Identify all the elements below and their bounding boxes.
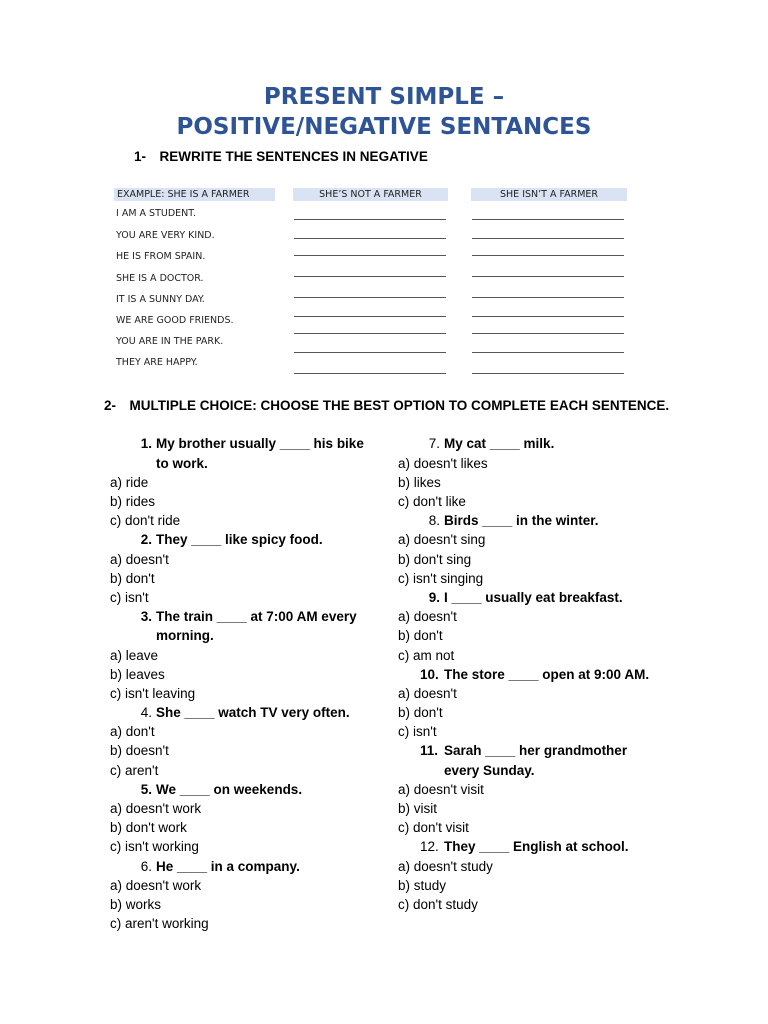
option-a[interactable]: a) don't <box>110 724 155 739</box>
question-text: They ____ like spicy food. <box>156 532 323 547</box>
option-a[interactable]: a) ride <box>110 475 149 490</box>
option-a[interactable]: a) doesn't sing <box>398 532 486 547</box>
page-title-line-2: POSITIVE/NEGATIVE SENTANCES <box>176 114 592 140</box>
option-a[interactable]: a) doesn't work <box>110 801 202 816</box>
option-a[interactable]: a) doesn't <box>110 552 169 567</box>
answer-line[interactable] <box>294 255 446 256</box>
answer-line[interactable] <box>472 255 624 256</box>
question-number: 10. <box>420 667 439 682</box>
question-text: Birds ____ in the winter. <box>444 513 599 528</box>
answer-line[interactable] <box>472 219 624 220</box>
question-text: My brother usually ____ his bike <box>156 436 364 451</box>
answer-line[interactable] <box>294 333 446 334</box>
question-number: 12. <box>420 839 439 854</box>
option-b[interactable]: b) doesn't <box>110 743 169 758</box>
option-c[interactable]: c) am not <box>398 648 455 663</box>
section-1-title: REWRITE THE SENTENCES IN NEGATIVE <box>159 149 428 164</box>
option-c[interactable]: c) isn't leaving <box>110 686 196 701</box>
section-2-number: 2- <box>104 398 117 413</box>
question-number: 3. <box>140 609 152 624</box>
sentence-7: YOU ARE IN THE PARK. <box>116 336 224 347</box>
question-text: The train ____ at 7:00 AM every <box>156 609 357 624</box>
option-b[interactable]: b) don't <box>110 571 155 586</box>
option-c[interactable]: c) don't study <box>398 897 478 912</box>
option-a[interactable]: a) doesn't likes <box>398 456 488 471</box>
option-a[interactable]: a) doesn't <box>398 609 457 624</box>
question-text: We ____ on weekends. <box>156 782 303 797</box>
example-answer-1: SHE’S NOT A FARMER <box>293 188 448 201</box>
question-number: 5. <box>140 782 152 797</box>
option-c[interactable]: c) isn't <box>398 724 437 739</box>
option-c[interactable]: c) isn't <box>110 590 149 605</box>
answer-line[interactable] <box>472 238 624 239</box>
answer-line[interactable] <box>294 276 446 277</box>
page-title-line-1: PRESENT SIMPLE – <box>263 84 505 110</box>
answer-line[interactable] <box>294 238 446 239</box>
sentence-2: YOU ARE VERY KIND. <box>116 230 215 241</box>
option-b[interactable]: b) study <box>398 878 447 893</box>
sentence-1: I AM A STUDENT. <box>116 208 196 219</box>
question-text-continued: to work. <box>156 456 208 471</box>
sentence-8: THEY ARE HAPPY. <box>116 357 198 368</box>
option-b[interactable]: b) don't sing <box>398 552 472 567</box>
question-text: I ____ usually eat breakfast. <box>444 590 623 605</box>
option-c[interactable]: c) isn't singing <box>398 571 484 586</box>
answer-line[interactable] <box>472 316 624 317</box>
answer-line[interactable] <box>472 276 624 277</box>
option-b[interactable]: b) visit <box>398 801 438 816</box>
question-text: They ____ English at school. <box>444 839 629 854</box>
answer-line[interactable] <box>472 333 624 334</box>
sentence-6: WE ARE GOOD FRIENDS. <box>116 315 234 326</box>
section-1-heading <box>134 149 428 164</box>
answer-line[interactable] <box>294 352 446 353</box>
option-c[interactable]: c) aren't working <box>110 916 209 931</box>
answer-line[interactable] <box>294 373 446 374</box>
option-b[interactable]: b) works <box>110 897 162 912</box>
question-number: 2. <box>140 532 152 547</box>
question-number: 11. <box>420 743 439 758</box>
option-c[interactable]: c) isn't working <box>110 839 199 854</box>
question-number: 8. <box>428 513 440 528</box>
answer-line[interactable] <box>294 297 446 298</box>
question-number: 6. <box>140 859 152 874</box>
question-number: 9. <box>428 590 440 605</box>
option-b[interactable]: b) leaves <box>110 667 165 682</box>
question-text: He ____ in a company. <box>156 859 300 874</box>
option-a[interactable]: a) doesn't study <box>398 859 493 874</box>
question-text: Sarah ____ her grandmother <box>444 743 628 758</box>
section-2-heading <box>104 398 669 413</box>
question-text: My cat ____ milk. <box>444 436 555 451</box>
answer-line[interactable] <box>472 352 624 353</box>
option-a[interactable]: a) leave <box>110 648 159 663</box>
option-c[interactable]: c) don't like <box>398 494 466 509</box>
sentence-5: IT IS A SUNNY DAY. <box>116 294 205 305</box>
option-b[interactable]: b) don't <box>398 628 443 643</box>
answer-line[interactable] <box>472 373 624 374</box>
question-number: 1. <box>140 436 152 451</box>
example-sentence: EXAMPLE: SHE IS A FARMER <box>114 188 275 201</box>
sentence-4: SHE IS A DOCTOR. <box>116 273 204 284</box>
question-text: She ____ watch TV very often. <box>156 705 350 720</box>
section-1-number: 1- <box>134 149 147 164</box>
question-text: The store ____ open at 9:00 AM. <box>444 667 650 682</box>
question-text-continued: every Sunday. <box>444 763 535 778</box>
option-b[interactable]: b) don't work <box>110 820 187 835</box>
option-c[interactable]: c) don't ride <box>110 513 181 528</box>
option-a[interactable]: a) doesn't <box>398 686 457 701</box>
option-b[interactable]: b) likes <box>398 475 441 490</box>
option-a[interactable]: a) doesn't visit <box>398 782 484 797</box>
option-a[interactable]: a) doesn't work <box>110 878 202 893</box>
question-number: 7. <box>428 436 440 451</box>
answer-line[interactable] <box>294 316 446 317</box>
option-b[interactable]: b) rides <box>110 494 156 509</box>
question-number: 4. <box>140 705 152 720</box>
option-c[interactable]: c) don't visit <box>398 820 469 835</box>
section-2-title: MULTIPLE CHOICE: CHOOSE THE BEST OPTION TO COMPLETE EACH SENTENCE. <box>129 398 670 413</box>
question-text-continued: morning. <box>156 628 214 643</box>
answer-line[interactable] <box>294 219 446 220</box>
option-c[interactable]: c) aren't <box>110 763 159 778</box>
answer-line[interactable] <box>472 297 624 298</box>
option-b[interactable]: b) don't <box>398 705 443 720</box>
sentence-3: HE IS FROM SPAIN. <box>116 251 206 262</box>
example-answer-2: SHE ISN’T A FARMER <box>471 188 627 201</box>
